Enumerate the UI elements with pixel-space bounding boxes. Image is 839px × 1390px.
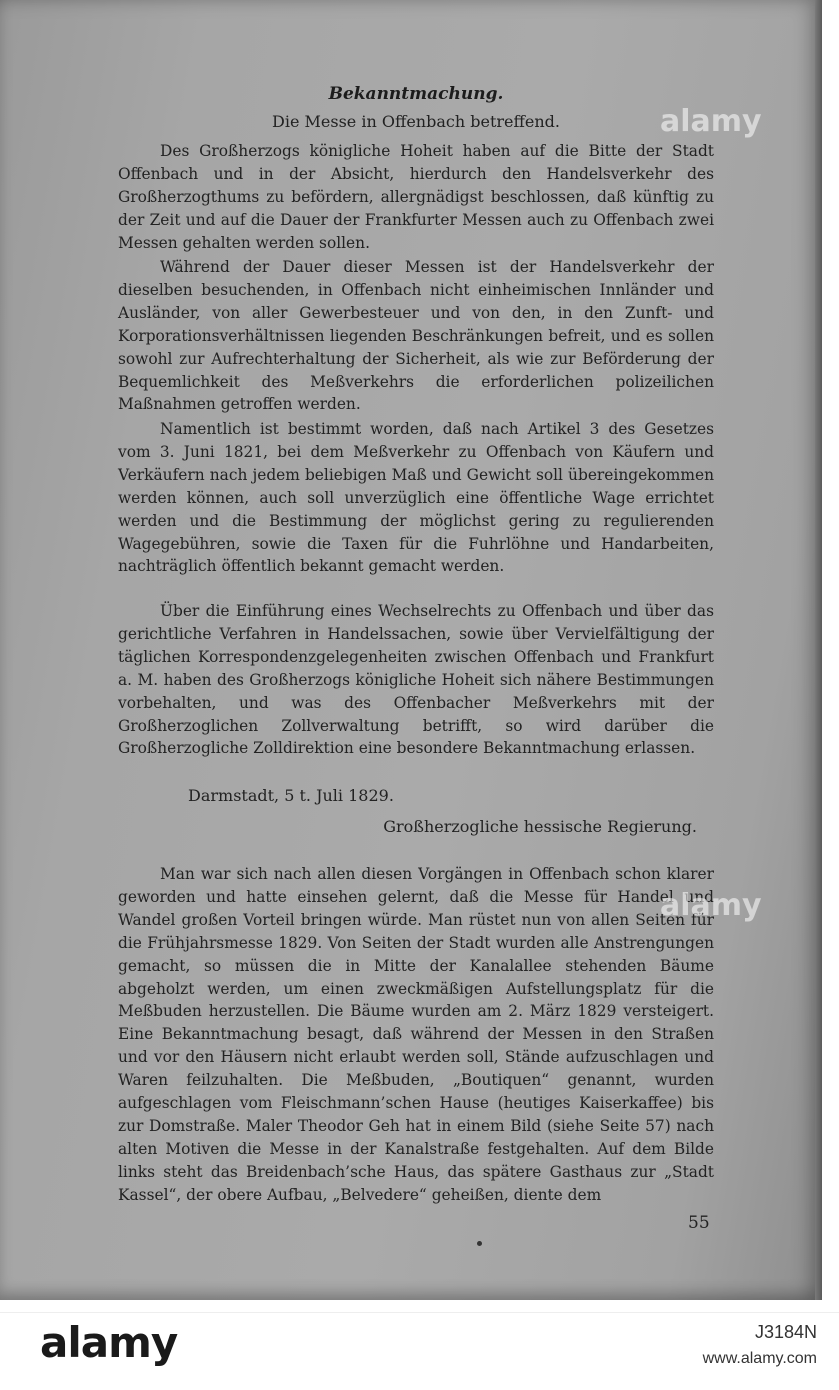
watermark-text: alamy (660, 888, 762, 923)
date-line: Darmstadt, 5 t. Juli 1829. (188, 786, 394, 805)
alamy-logo: alamy (40, 1318, 178, 1367)
image-id: J3184N (754, 1322, 817, 1342)
paragraph-3: Namentlich ist bestimmt worden, daß nach Artikel 3 des Gesetzes vom 3. Juni 1821, bei dem Meßverkehr zu Offenbach von Käufern und Verkäufern nach jedem beliebigen Maß und Gewicht soll übereingekommen werden können, auch soll unverzüglich eine öffentliche Wage errichtet werden und die Bestimmung der möglichst gering zu regulierenden Wagegebühren, sowie die Taxen für die Fuhrlöhne und Handarbeiten, nachträglich öffentlich bekannt gemacht werden. (118, 420, 714, 576)
paragraph-1: Des Großherzogs königliche Hoheit haben auf die Bitte der Stadt Offenbach und in der Absicht, hierdurch den Handelsverkehr des Großherzogthums zu befördern, allergnädigst beschlossen, daß künftig zu der Zeit und auf die Dauer der Frankfurter Messen auch zu Offenbach zwei Messen gehalten werden sollen. (118, 142, 714, 252)
footer-divider (0, 1312, 839, 1313)
narrative-paragraph: Man war sich nach allen diesen Vorgängen in Offenbach schon klarer geworden und hatte einsehen gelernt, daß die Messe für Handel und Wandel großen Vorteil bringen würde. Man rüstet nun von allen Seiten für die Frühjahrsmesse 1829. Von Seiten der Stadt wurden alle Anstrengungen gemacht, so müssen die in Mitte der Kanalallee stehenden Bäume abgeholzt werden, um einen zweckmäßigen Aufstellungsplatz für die Meßbuden herzustellen. Die Bäume wurden am 2. März 1829 versteigert. Eine Bekanntmachung besagt, daß während der Messen in den Straßen und vor den Häusern nicht erlaubt werden soll, Stände aufzuschlagen und Waren feilzuhalten. Die Meßbuden, „Boutiquen“ genannt, wurden aufgeschlagen vom Fleischmann’schen Hause (heutiges Kaiserkaffee) bis zur Domstraße. Maler Theodor Geh hat in einem Bild (siehe Seite 57) nach alten Motiven die Messe in der Kanalstraße festgehalten. Auf dem Bilde links steht das Breidenbach’sche Haus, das spätere Gasthaus zur „Stadt Kassel“, der obere Aufbau, „Belvedere“ geheißen, diente dem (118, 865, 714, 1204)
paragraph-2: Während der Dauer dieser Messen ist der Handelsverkehr der dieselben besuchenden, in Offenbach nicht einheimischen Innländer und Ausländer, von aller Gewerbesteuer und von den, in den Zunft- und Korporationsverhältnissen liegenden Beschränkungen befreit, und es sollen sowohl zur Aufrechterhaltung der Sicherheit, als wie zur Beförderung der Bequemlichkeit des Meßverkehrs die erforderlichen polizeilichen Maßnahmen getroffen werden. (118, 258, 714, 414)
signature-line: Großherzogliche hessische Regierung. (383, 817, 697, 836)
page-number: 55 (688, 1213, 710, 1233)
site-url: www.alamy.com (702, 1350, 817, 1367)
paragraph-4: Über die Einführung eines Wechselrechts zu Offenbach und über das gerichtliche Verfahren in Handelssachen, sowie über Vervielfältigung der täglichen Korrespondenzgelegenheiten zwischen Offenbach und Frankfurt a. M. haben des Großherzogs königliche Hoheit sich nähere Bestimmungen vorbehalten, und was des Offenbacher Meßverkehrs mit der Großherzoglichen Zollverwaltung betrifft, so wird darüber die Großherzogliche Zolldirektion eine besondere Bekanntmachung erlassen. (118, 602, 714, 758)
print-speck (477, 1241, 482, 1246)
announcement-subheading: Die Messe in Offenbach betreffend. (272, 112, 560, 131)
announcement-heading: Bekanntmachung. (328, 84, 504, 104)
watermark-text: alamy (660, 104, 762, 139)
page-edge (815, 0, 822, 1300)
